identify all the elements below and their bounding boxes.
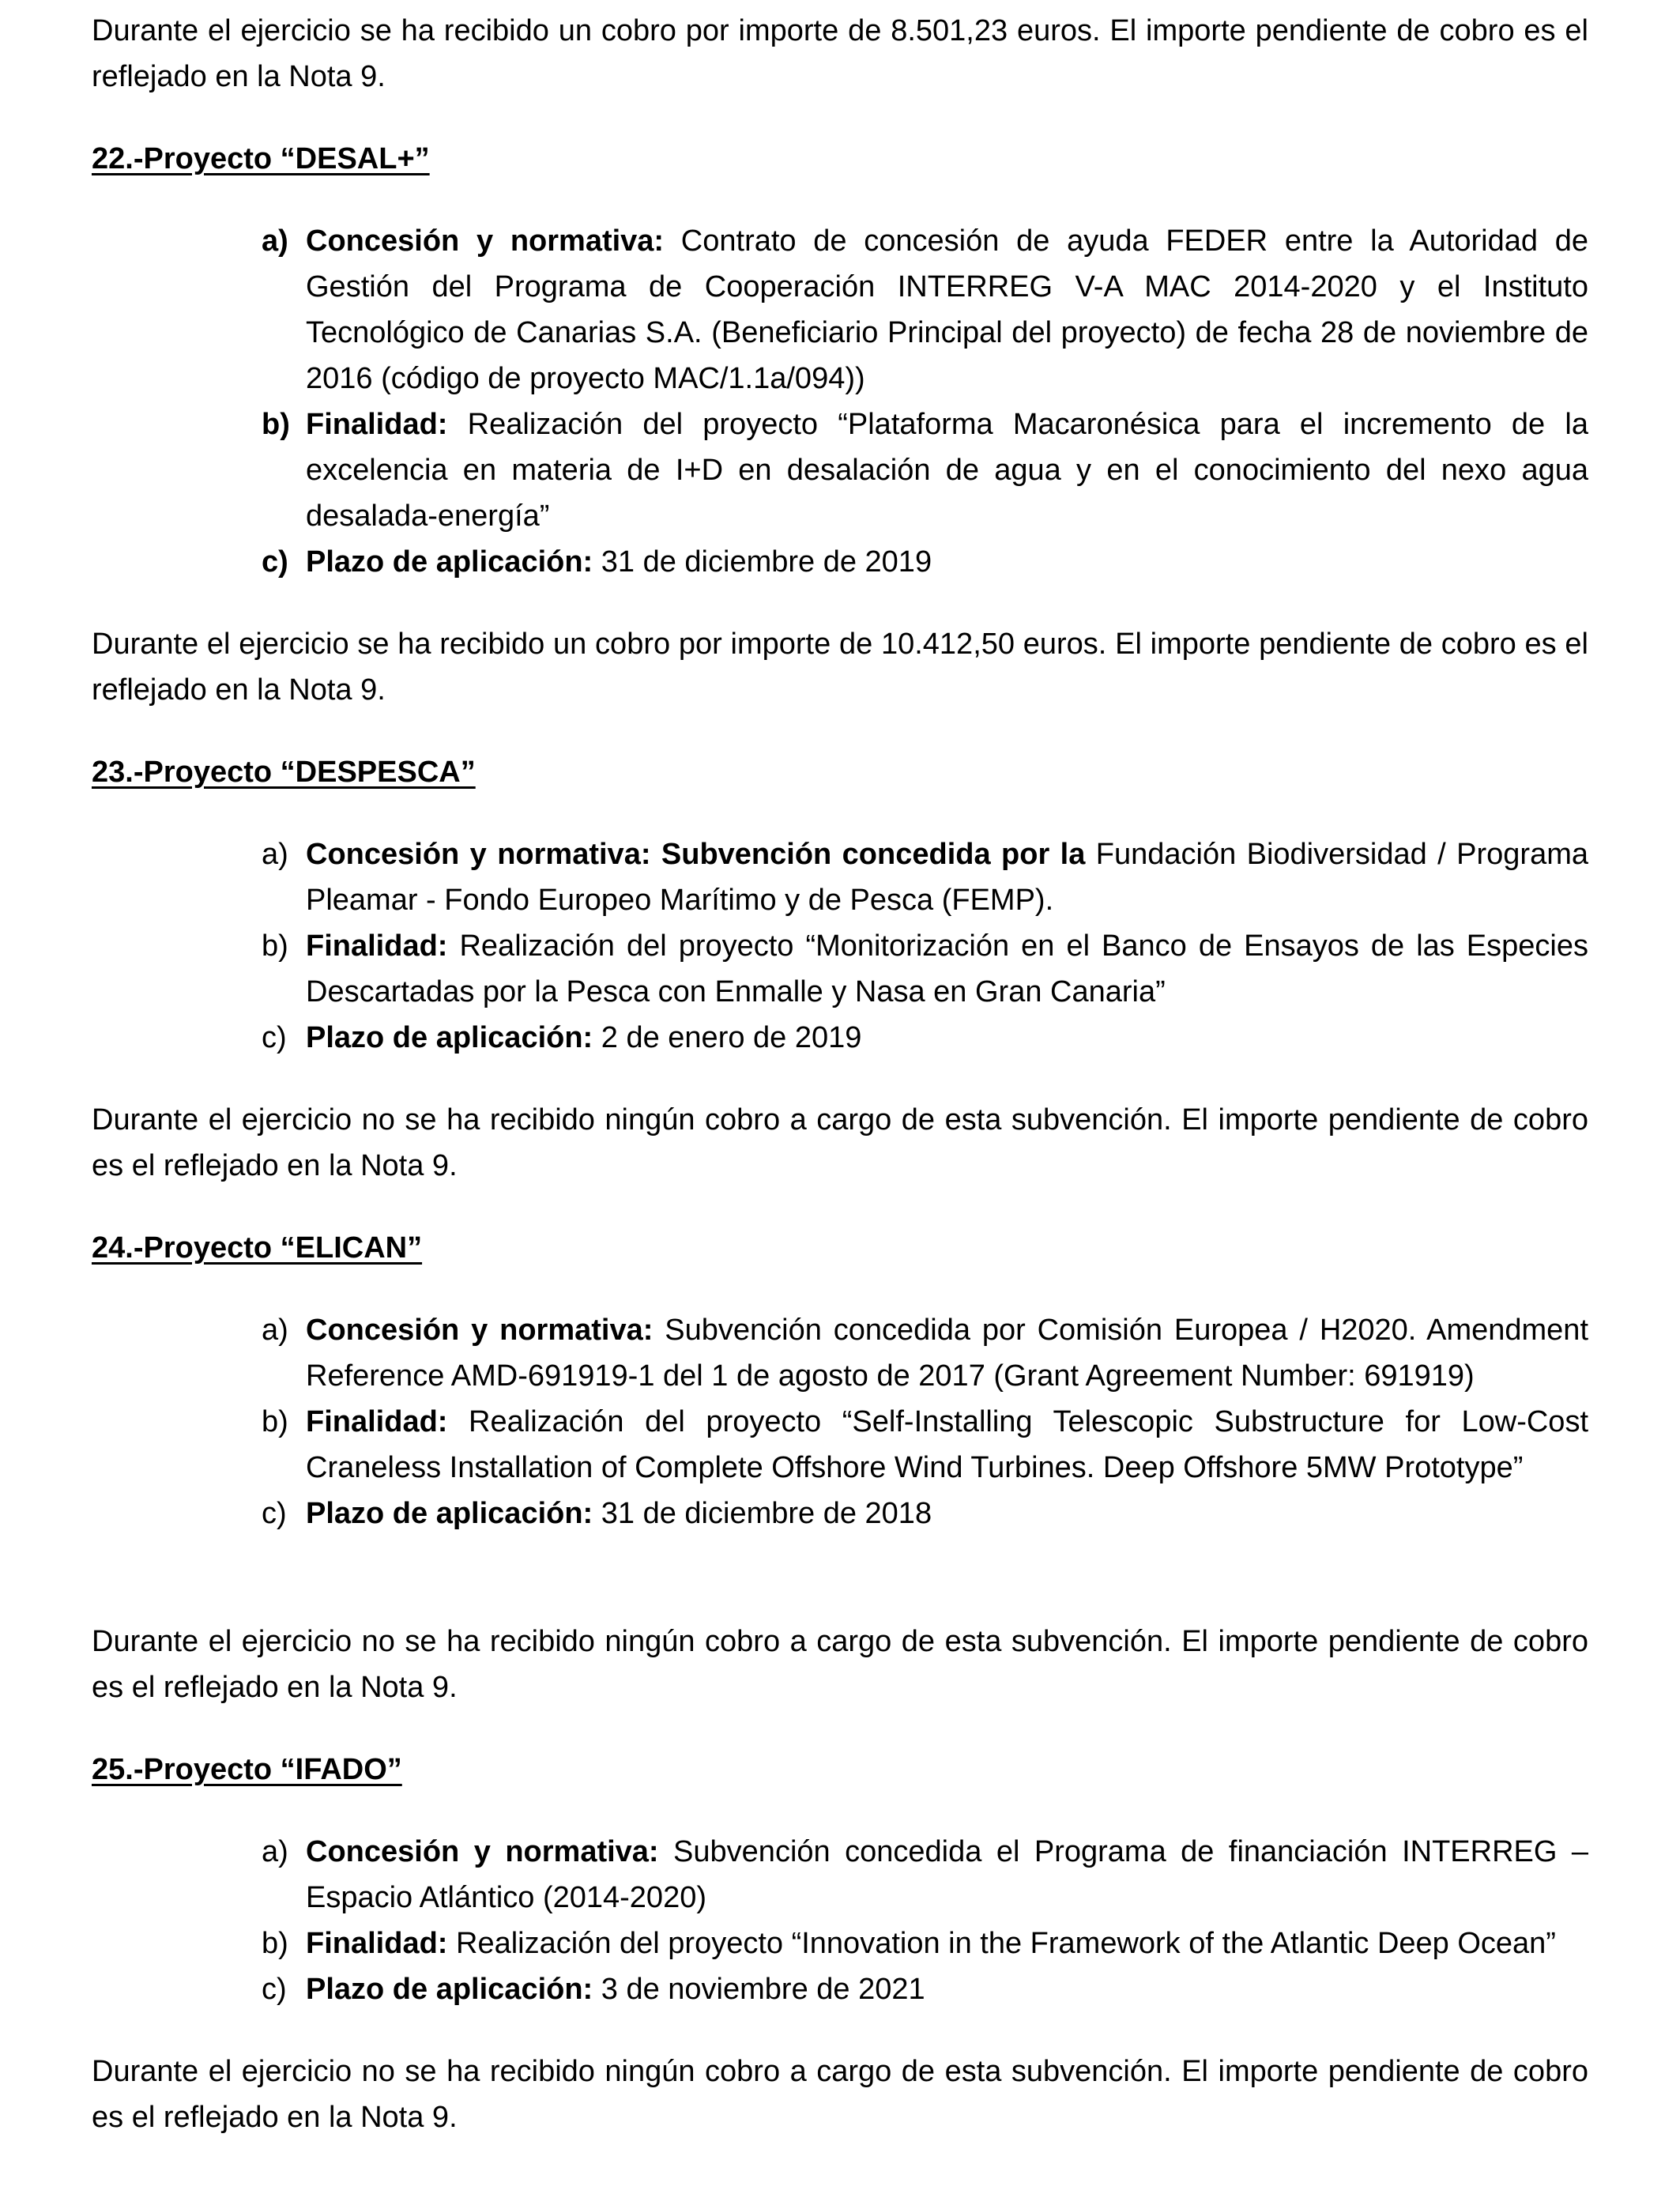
item-label: Concesión y normativa: Subvención concedida por la: [306, 838, 1086, 871]
list-item: [262, 1966, 1588, 2012]
item-marker: a): [262, 838, 288, 871]
item-marker: b): [262, 929, 288, 963]
section-title: 22.-Proyecto “DESAL+”: [92, 142, 430, 175]
item-label: Plazo de aplicación:: [306, 1497, 593, 1530]
section-items: [92, 218, 1588, 585]
section-closing-paragraph: Durante el ejercicio no se ha recibido ningún cobro a cargo de esta subvención. El importe pendiente de cobro es el reflejado en la Nota 9.: [92, 1103, 1588, 1182]
item-marker: b): [262, 408, 290, 441]
item-text: Realización del proyecto “Monitorización en el Banco de Ensayos de las Especies Descartadas por la Pesca con Enmalle y Nasa en Gran Canaria”: [306, 929, 1588, 1008]
item-marker: a): [262, 224, 288, 258]
intro-paragraph: Durante el ejercicio se ha recibido un cobro por importe de 8.501,23 euros. El importe pendiente de cobro es el reflejado en la Nota 9.: [92, 14, 1588, 93]
list-item: [262, 1399, 1588, 1491]
item-marker: c): [262, 545, 288, 579]
section-closing-paragraph: Durante el ejercicio se ha recibido un cobro por importe de 10.412,50 euros. El importe pendiente de cobro es el reflejado en la Nota 9.: [92, 628, 1588, 707]
item-text: Realización del proyecto “Plataforma Macaronésica para el incremento de la excelencia en materia de I+D en desalación de agua y en el conocimiento del nexo agua desalada-energía”: [306, 408, 1588, 533]
section-title: 24.-Proyecto “ELICAN”: [92, 1231, 423, 1265]
section-ifado: [92, 1747, 1588, 2140]
item-label: Plazo de aplicación:: [306, 1973, 593, 2006]
list-item: [262, 401, 1588, 539]
item-text: Subvención concedida el Programa de financiación INTERREG – Espacio Atlántico (2014-2020): [306, 1835, 1589, 1914]
item-label: Finalidad:: [306, 1405, 448, 1438]
item-text: 31 de diciembre de 2019: [593, 545, 932, 579]
item-label: Plazo de aplicación:: [306, 545, 593, 579]
item-text: Contrato de concesión de ayuda FEDER entre la Autoridad de Gestión del Programa de Cooperación INTERREG V-A MAC 2014-2020 y el Instituto Tecnológico de Canarias S.A. (Beneficiario Principal del proyecto) de fecha 28 de noviembre de 2016 (código de proyecto MAC/1.1a/094)): [306, 224, 1589, 395]
list-item: [262, 218, 1588, 401]
item-text: 2 de enero de 2019: [593, 1021, 862, 1054]
section-desal: [92, 136, 1588, 713]
item-label: Finalidad:: [306, 1927, 448, 1960]
item-marker: c): [262, 1497, 287, 1530]
item-marker: a): [262, 1835, 288, 1868]
section-elican: [92, 1225, 1588, 1710]
item-label: Concesión y normativa:: [306, 1314, 654, 1347]
item-text: 3 de noviembre de 2021: [593, 1973, 925, 2006]
list-item: [262, 923, 1588, 1015]
section-items: [92, 1829, 1588, 2012]
item-label: Concesión y normativa:: [306, 224, 665, 258]
item-text: Realización del proyecto “Innovation in the Framework of the Atlantic Deep Ocean”: [447, 1927, 1556, 1960]
section-closing-paragraph: Durante el ejercicio no se ha recibido ningún cobro a cargo de esta subvención. El importe pendiente de cobro es el reflejado en la Nota 9.: [92, 2055, 1588, 2134]
list-item: [262, 1015, 1588, 1061]
item-label: Plazo de aplicación:: [306, 1021, 593, 1054]
section-title: 23.-Proyecto “DESPESCA”: [92, 756, 476, 789]
item-text: 31 de diciembre de 2018: [593, 1497, 932, 1530]
item-text: Subvención concedida por Comisión Europea / H2020. Amendment Reference AMD-691919-1 del 1 de agosto de 2017 (Grant Agreement Number: 691919): [306, 1314, 1589, 1393]
item-label: Concesión y normativa:: [306, 1835, 659, 1868]
section-closing-paragraph: Durante el ejercicio no se ha recibido ningún cobro a cargo de esta subvención. El importe pendiente de cobro es el reflejado en la Nota 9.: [92, 1625, 1588, 1704]
list-item: [262, 831, 1588, 923]
list-item: [262, 1307, 1588, 1399]
item-marker: c): [262, 1021, 287, 1054]
list-item: [262, 1829, 1588, 1921]
section-items: [92, 1307, 1588, 1536]
section-title: 25.-Proyecto “IFADO”: [92, 1753, 402, 1786]
document-page: [92, 8, 1588, 2140]
list-item: [262, 1921, 1588, 1966]
item-marker: b): [262, 1405, 288, 1438]
list-item: [262, 539, 1588, 585]
item-label: Finalidad:: [306, 929, 448, 963]
item-marker: b): [262, 1927, 288, 1960]
list-item: [262, 1491, 1588, 1536]
item-marker: a): [262, 1314, 288, 1347]
item-marker: c): [262, 1973, 287, 2006]
item-text: Realización del proyecto “Self-Installing Telescopic Substructure for Low-Cost Craneless Installation of Complete Offshore Wind Turbines. Deep Offshore 5MW Prototype”: [306, 1405, 1588, 1484]
section-items: [92, 831, 1588, 1061]
item-text: Fundación Biodiversidad / Programa Pleamar - Fondo Europeo Marítimo y de Pesca (FEMP).: [306, 838, 1588, 917]
section-despesca: [92, 749, 1588, 1189]
item-label: Finalidad:: [306, 408, 448, 441]
